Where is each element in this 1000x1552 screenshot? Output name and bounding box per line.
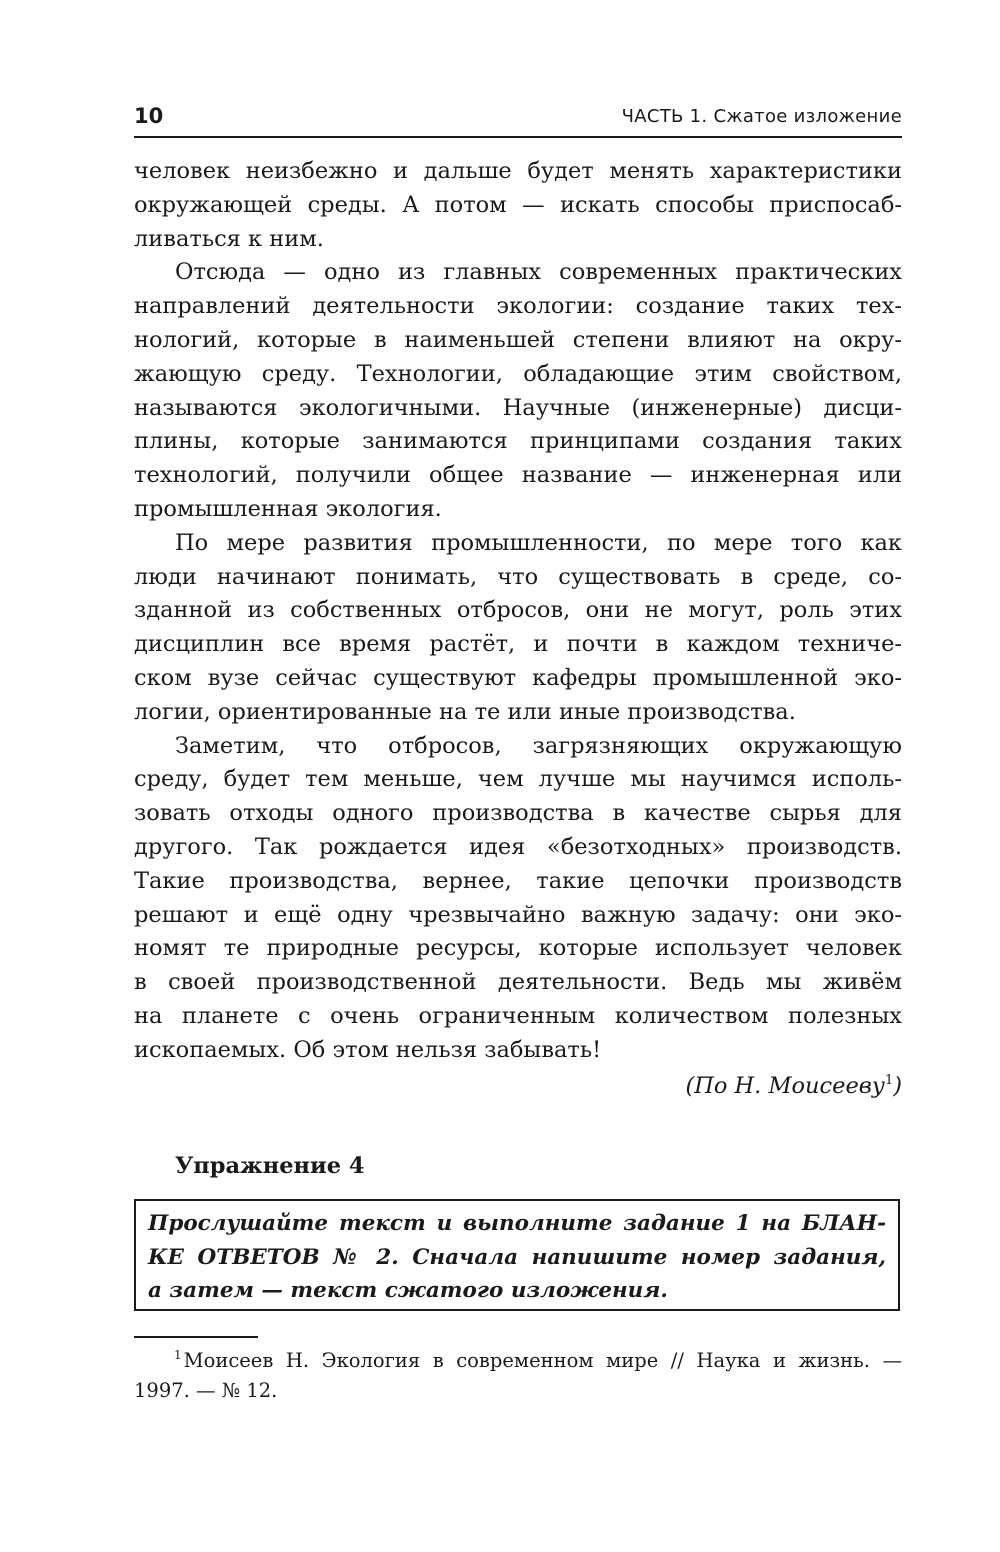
footnote-line: 1997. — № 12. <box>134 1379 278 1402</box>
source-attribution <box>134 1070 902 1103</box>
attribution-text: (По Н. Моисееву <box>685 1073 885 1099</box>
text-line: номят те природные ресурсы, которые использует человек <box>134 935 902 962</box>
text-line: окружающей среды. А потом — искать способы приспосаб- <box>134 191 902 218</box>
text-line: направлений деятельности экологии: создание таких тех- <box>134 293 902 320</box>
footnote <box>134 1346 902 1406</box>
text-line: зданной из собственных отбросов, они не могут, роль этих <box>134 597 902 624</box>
text-line: люди начинают понимать, что существовать в среде, со- <box>134 563 902 590</box>
section-title: ЧАСТЬ 1. Сжатое изложение <box>621 106 902 127</box>
text-line: плины, которые занимаются принципами создания таких <box>134 428 902 455</box>
text-line: человек неизбежно и дальше будет менять характеристики <box>134 158 902 184</box>
footnote-mark: 1 <box>174 1348 182 1362</box>
text-line: ливаться к ним. <box>134 225 324 252</box>
paragraph-4 <box>134 730 902 1068</box>
page-number: 10 <box>134 104 164 128</box>
task-box <box>134 1199 900 1311</box>
text-line: зовать отходы одного производства в качестве сырья для <box>134 800 902 827</box>
task-line: Прослушайте текст и выполните задание 1 на БЛАН- <box>148 1211 886 1236</box>
footnote-divider <box>134 1336 258 1338</box>
task-line: КЕ ОТВЕТОВ № 2. Сначала напишите номер задания, <box>148 1244 886 1270</box>
text-line: промышленная экология. <box>134 495 442 522</box>
text-line: технологий, получили общее название — инженерная или <box>134 462 902 489</box>
text-line: Такие производства, вернее, такие цепочки производств <box>134 867 902 894</box>
text-line: ископаемых. Об этом нельзя забывать! <box>134 1036 602 1063</box>
running-head <box>134 102 902 138</box>
text-line: называются экологичными. Научные (инженерные) дисци- <box>134 394 902 421</box>
task-line: а затем — текст сжатого изложения. <box>148 1278 668 1303</box>
text-line: Отсюда — одно из главных современных практических <box>175 259 902 286</box>
text-line: решают и ещё одну чрезвычайно важную задачу: они эко- <box>134 901 902 928</box>
footnote-line <box>134 1346 902 1376</box>
text-line: дисциплин все время растёт, и почти в каждом техниче- <box>134 631 902 658</box>
paragraph-3 <box>134 527 902 730</box>
text-line: По мере развития промышленности, по мере того как <box>175 529 902 556</box>
text-line: в своей производственной деятельности. Ведь мы живём <box>134 969 902 996</box>
text-line: другого. Так рождается идея «безотходных» производств. <box>134 833 902 860</box>
exercise-title: Упражнение 4 <box>175 1153 365 1179</box>
text-line: нологий, которые в наименьшей степени влияют на окру- <box>134 326 902 353</box>
text-line: жающую среду. Технологии, обладающие этим свойством, <box>134 360 902 387</box>
paragraph-2 <box>134 256 902 526</box>
text-line: Заметим, что отбросов, загрязняющих окружающую <box>175 732 902 759</box>
footnote-text: Моисеев Н. Экология в современном мире // Наука и жизнь. — <box>183 1349 902 1372</box>
text-line: на планете с очень ограниченным количеством полезных <box>134 1002 902 1029</box>
text-line: ском вузе сейчас существуют кафедры промышленной эко- <box>134 664 902 691</box>
paragraph-1 <box>134 155 902 256</box>
text-line: среду, будет тем меньше, чем лучше мы научимся исполь- <box>134 766 902 793</box>
footnote-reference[interactable]: 1 <box>884 1073 894 1088</box>
attribution-close: ) <box>893 1073 902 1099</box>
main-text <box>134 155 902 1068</box>
text-line: логии, ориентированные на те или иные производства. <box>134 698 796 725</box>
